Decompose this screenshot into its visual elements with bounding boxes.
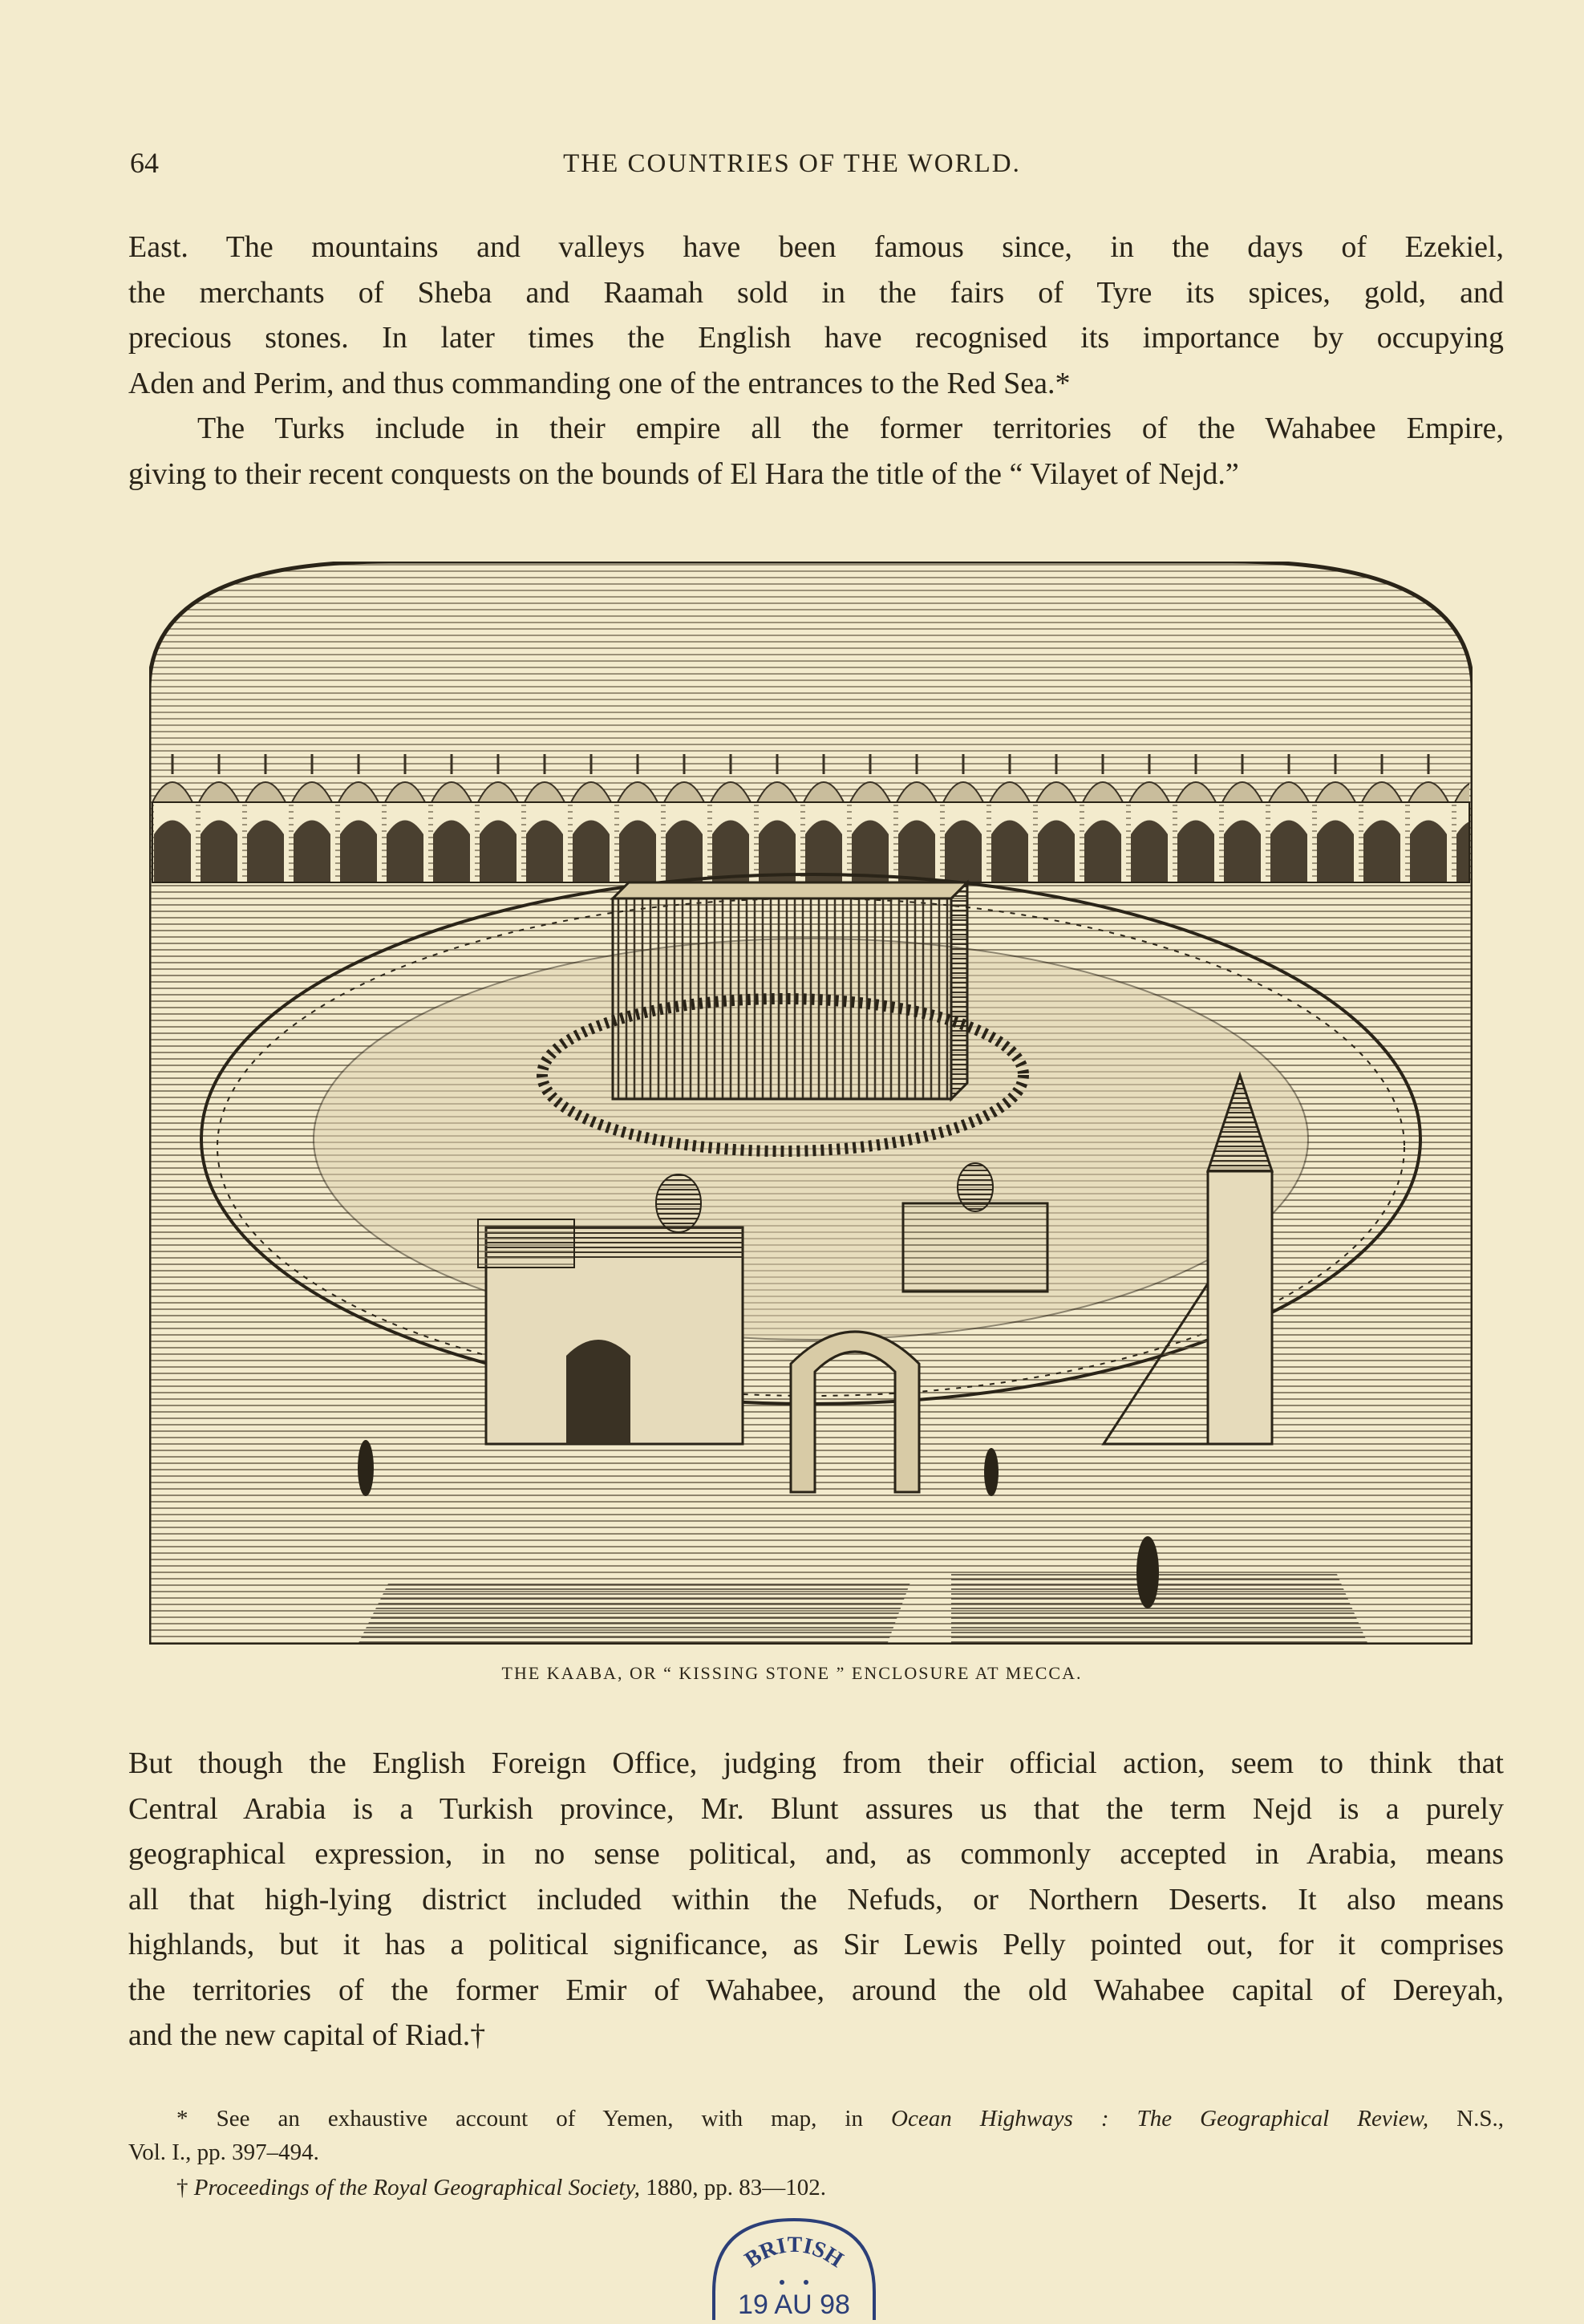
text-line: the territories of the former Emir of Wahabee, around the old Wahabee capital of Dereyah, xyxy=(128,1973,1504,2007)
stamp-top-text: BRITISH xyxy=(740,2232,848,2273)
running-title: THE COUNTRIES OF THE WORLD. xyxy=(563,149,1021,178)
footnote-2 xyxy=(128,2171,1504,2204)
stamp-date: 19 AU 98 xyxy=(738,2290,850,2320)
text-line: and the new capital of Riad.† xyxy=(128,2018,486,2052)
text-line: highlands, but it has a political significance, as Sir Lewis Pelly pointed out, for it comprises xyxy=(128,1928,1504,1961)
text-line: giving to their recent conquests on the bounds of El Hara the title of the “ Vilayet of Nejd.” xyxy=(128,456,1239,491)
footnote-line xyxy=(128,2102,1504,2135)
figure-caption: THE KAABA, OR “ KISSING STONE ” ENCLOSURE AT MECCA. xyxy=(501,1663,1083,1683)
footnote-text: * See an exhaustive account of Yemen, with map, in xyxy=(176,2106,892,2131)
footnote-1 xyxy=(128,2102,1504,2169)
text-line: precious stones. In later times the English have recognised its importance by occupying xyxy=(128,321,1504,355)
paragraph-top xyxy=(128,225,1504,497)
text-line: Aden and Perim, and thus commanding one of the entrances to the Red Sea.* xyxy=(128,366,1071,400)
svg-text:BRITISH xyxy=(740,2233,848,2273)
footnote-text: 1880, pp. 83—102. xyxy=(639,2175,826,2200)
text-line: East. The mountains and valleys have been famous since, in the days of Ezekiel, xyxy=(128,230,1504,264)
footnote-line xyxy=(128,2171,1504,2204)
library-stamp xyxy=(706,2216,882,2320)
footnote-line: Vol. I., pp. 397–494. xyxy=(128,2139,319,2165)
text-line: The Turks include in their empire all the former territories of the Wahabee Empire, xyxy=(197,412,1504,445)
paragraph-bottom xyxy=(128,1741,1504,2058)
text-line: Central Arabia is a Turkish province, Mr. Blunt assures us that the term Nejd is a purely xyxy=(128,1791,1504,1826)
footnote-text: N.S., xyxy=(1428,2106,1504,2131)
footnote-citation: Ocean Highways : The Geographical Review, xyxy=(891,2106,1429,2131)
kaaba-engraving xyxy=(149,562,1473,1645)
text-line: the merchants of Sheba and Raamah sold in the fairs of Tyre its spices, gold, and xyxy=(128,275,1504,310)
footnote-citation: Proceedings of the Royal Geographical Society, xyxy=(193,2175,640,2200)
text-line: all that high-lying district included within the Nefuds, or Northern Deserts. It also means xyxy=(128,1882,1504,1916)
footnote-marker: † xyxy=(176,2175,194,2200)
text-line: geographical expression, in no sense political, and, as commonly accepted in Arabia, means xyxy=(128,1837,1504,1871)
text-line: But though the English Foreign Office, judging from their official action, seem to think that xyxy=(128,1746,1504,1780)
page-number: 64 xyxy=(130,147,159,179)
